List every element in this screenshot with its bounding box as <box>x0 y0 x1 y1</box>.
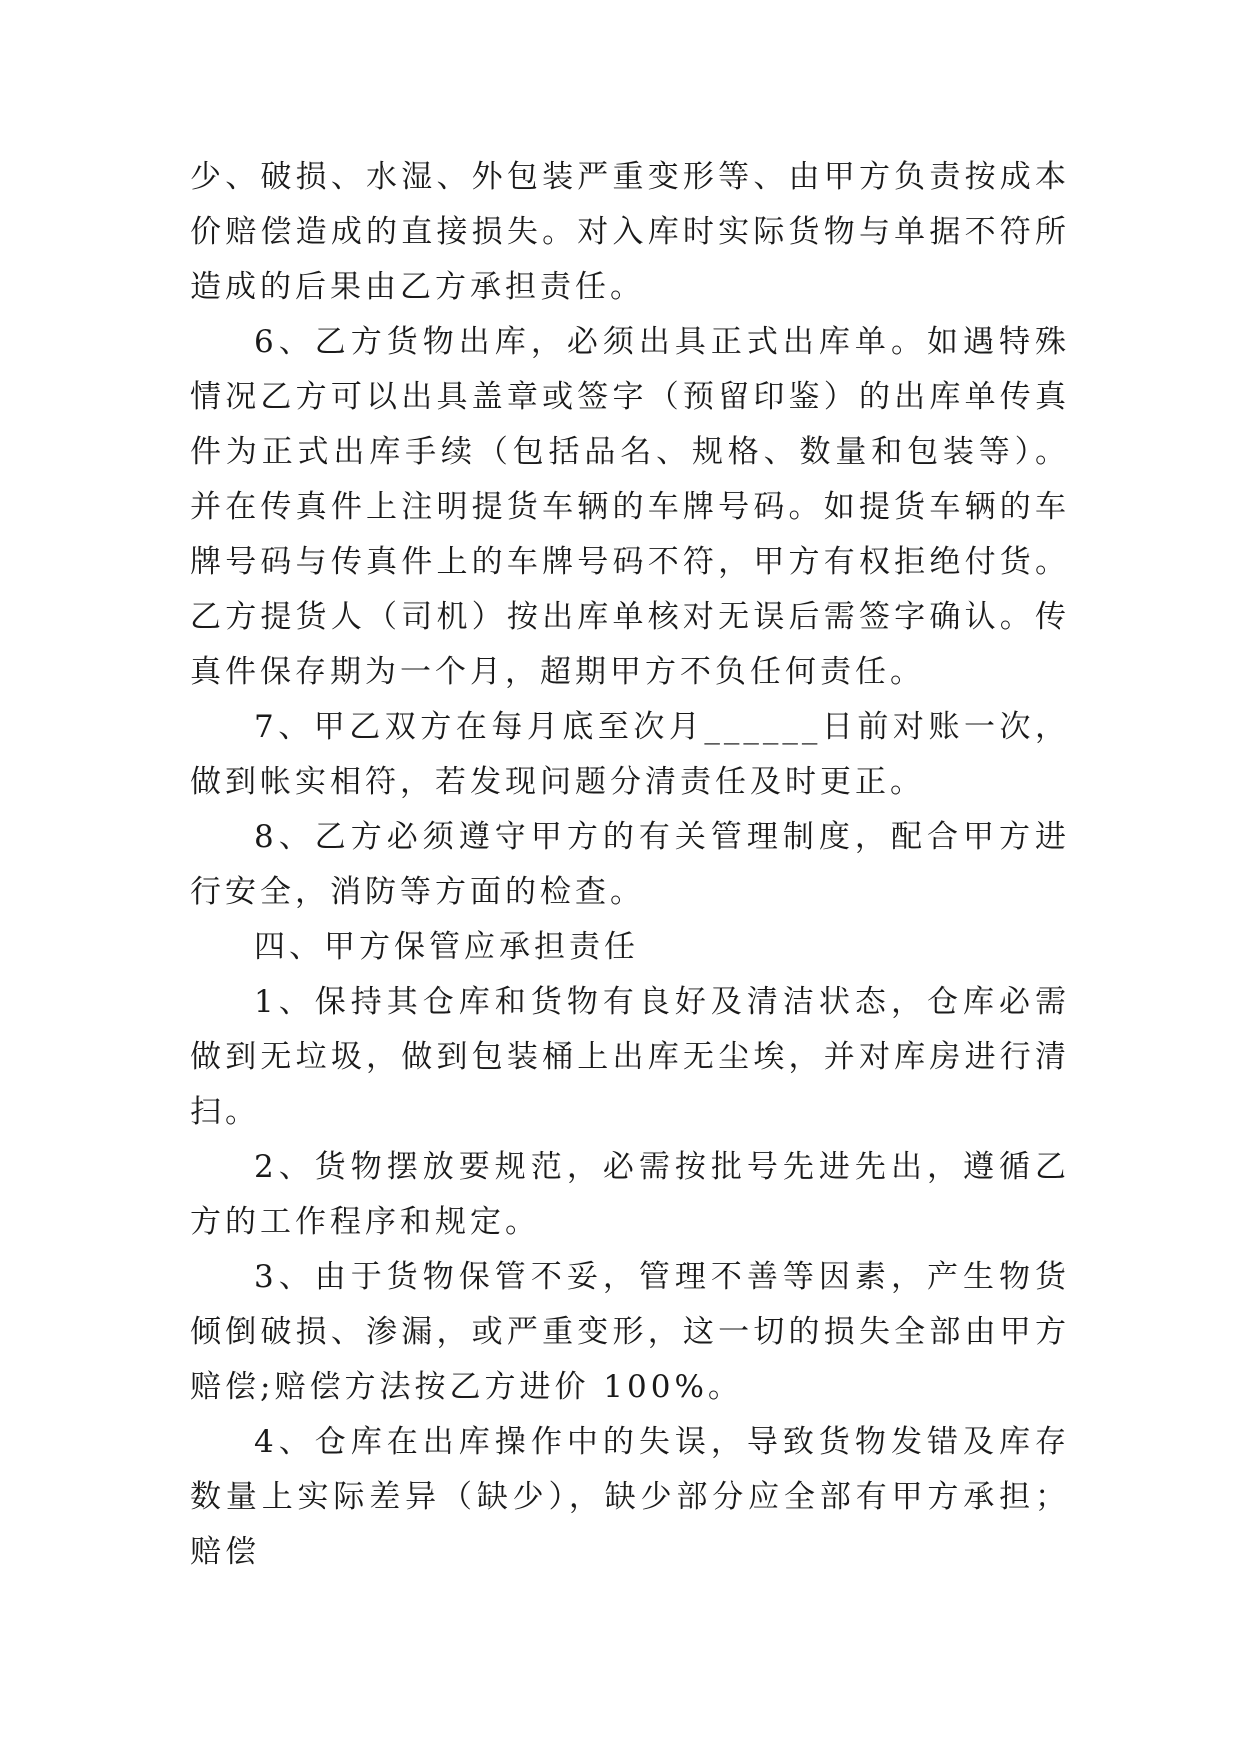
document-page <box>190 150 1070 1580</box>
paragraph-section4-item-4: 4、仓库在出库操作中的失误，导致货物发错及库存数量上实际差异（缺少），缺少部分应全部有甲方承担；赔偿 <box>190 1424 1070 1570</box>
paragraph-continuation: 少、破损、水湿、外包装严重变形等、由甲方负责按成本价赔偿造成的直接损失。对入库时实际货物与单据不符所造成的后果由乙方承担责任。 <box>190 159 1070 305</box>
paragraph-section4-item-2: 2、货物摆放要规范，必需按批号先进先出，遵循乙方的工作程序和规定。 <box>190 1149 1070 1240</box>
section-heading-4: 四、甲方保管应承担责任 <box>254 929 639 965</box>
paragraph-clause-8: 8、乙方必须遵守甲方的有关管理制度，配合甲方进行安全，消防等方面的检查。 <box>190 819 1070 910</box>
paragraph-clause-6: 6、乙方货物出库，必须出具正式出库单。如遇特殊情况乙方可以出具盖章或签字（预留印鉴）的出库单传真件为正式出库手续（包括品名、规格、数量和包装等）。并在传真件上注明提货车辆的车牌号码。如提货车辆的车牌号码与传真件上的车牌号码不符，甲方有权拒绝付货。乙方提货人（司机）按出库单核对无误后需签字确认。传真件保存期为一个月，超期甲方不负任何责任。 <box>190 324 1070 690</box>
paragraph-section4-item-3: 3、由于货物保管不妥，管理不善等因素，产生物货倾倒破损、渗漏，或严重变形，这一切的损失全部由甲方赔偿;赔偿方法按乙方进价 100%。 <box>190 1259 1070 1405</box>
paragraph-section4-item-1: 1、保持其仓库和货物有良好及清洁状态，仓库必需做到无垃圾，做到包装桶上出库无尘埃，并对库房进行清扫。 <box>190 984 1070 1130</box>
paragraph-clause-7: 7、甲乙双方在每月底至次月______日前对账一次，做到帐实相符，若发现问题分清责任及时更正。 <box>190 709 1070 800</box>
